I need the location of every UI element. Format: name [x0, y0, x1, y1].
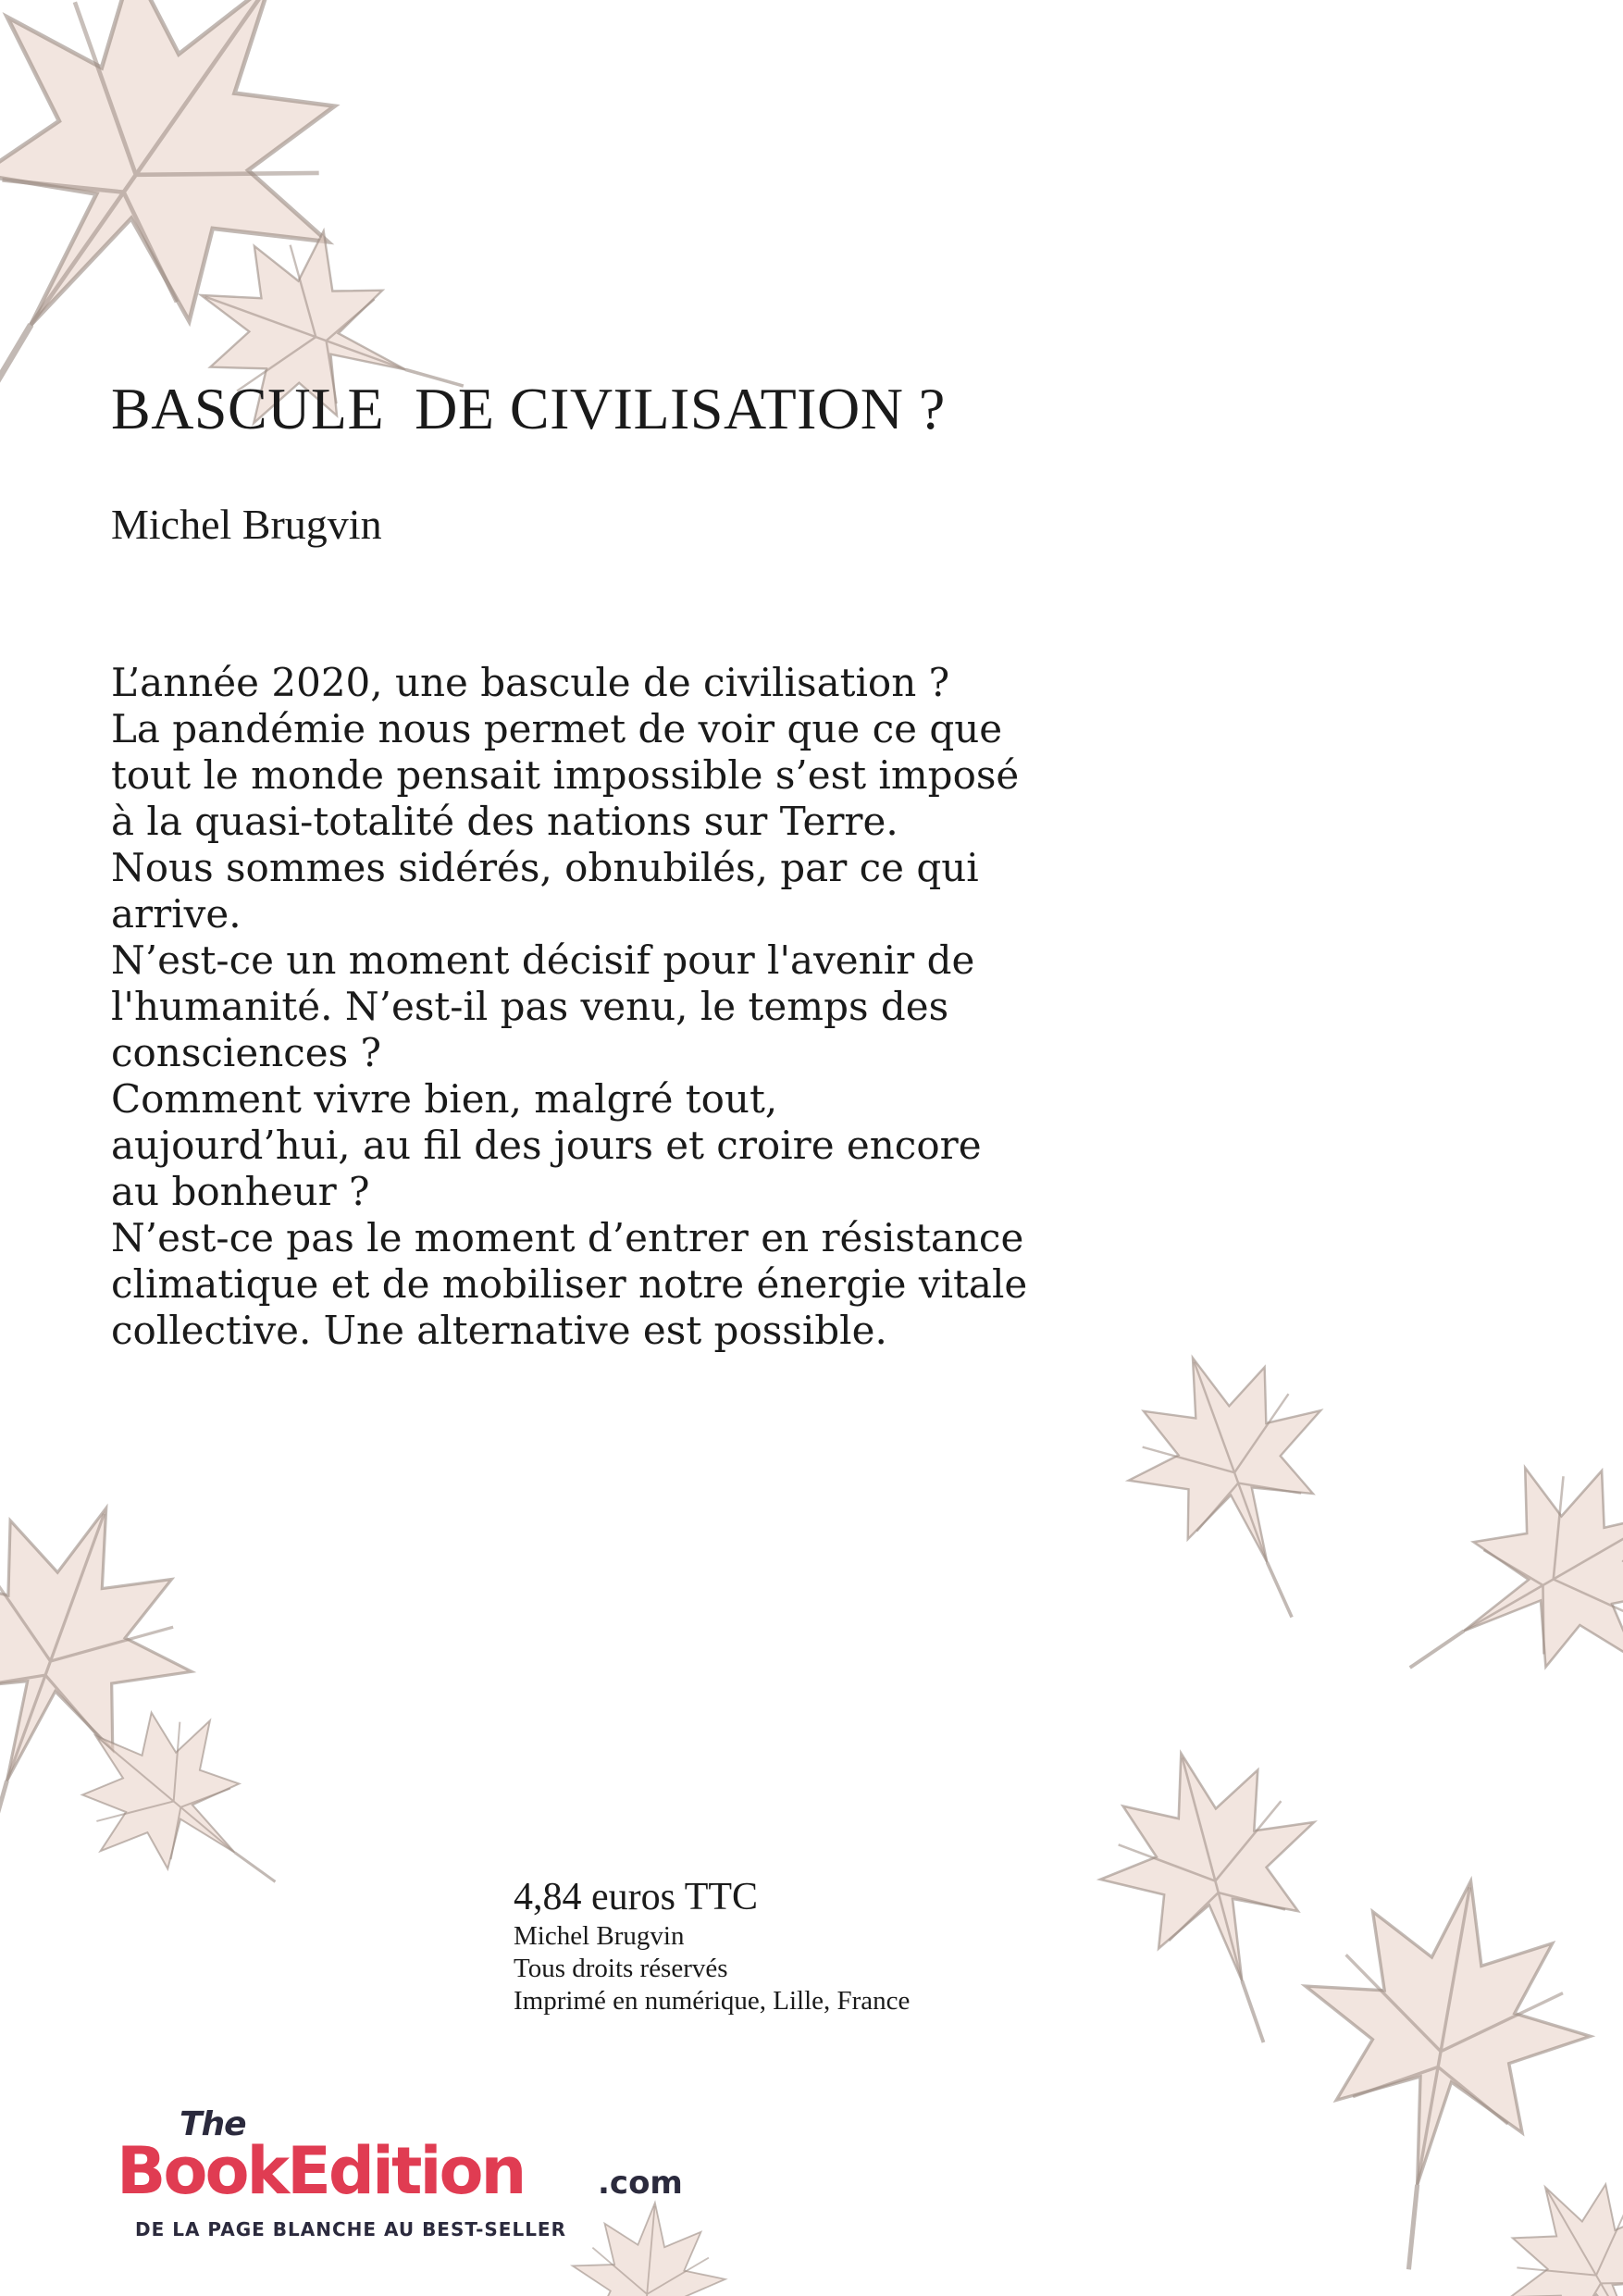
book-title: BASCULE DE CIVILISATION ? — [111, 376, 946, 441]
printing-notice: Imprimé en numérique, Lille, France — [514, 1986, 911, 2016]
publisher-logo — [117, 2105, 683, 2253]
leaf-bottom-right-corner — [1471, 2144, 1623, 2296]
blurb-line: Comment vivre bien, malgré tout, — [111, 1076, 778, 1122]
leaf-bottom-right — [1074, 1724, 1366, 2072]
blurb-line: au bonheur ? — [111, 1169, 370, 1214]
blurb-line: climatique et de mobiliser notre énergie vitale — [111, 1261, 1028, 1307]
blurb-line: aujourd’hui, au fil des jours et croire encore — [111, 1123, 982, 1168]
blurb-line: arrive. — [111, 891, 242, 937]
colophon-author: Michel Brugvin — [514, 1921, 685, 1951]
logo-domain: .com — [598, 2165, 683, 2202]
blurb-line: N’est-ce pas le moment d’entrer en résistance — [111, 1215, 1024, 1260]
blurb-line: l'humanité. N’est-il pas venu, le temps des — [111, 984, 949, 1029]
colophon — [514, 1874, 910, 2017]
blurb-line: à la quasi-totalité des nations sur Terre. — [111, 799, 898, 844]
blurb-line: consciences ? — [111, 1030, 382, 1075]
leaf-right-edge — [1352, 1417, 1623, 1759]
blurb-line: N’est-ce un moment décisif pour l'avenir de — [111, 937, 975, 983]
blurb-line: Nous sommes sidérés, obnubilés, par ce qui — [111, 845, 979, 890]
book-author: Michel Brugvin — [111, 501, 382, 548]
blurb-line: collective. Une alternative est possible. — [111, 1308, 887, 1353]
blurb-line: tout le monde pensait impossible s’est imposé — [111, 752, 1020, 798]
logo-the: The — [180, 2105, 246, 2143]
blurb-line: La pandémie nous permet de voir que ce que — [111, 706, 1003, 751]
rights-notice: Tous droits réservés — [514, 1954, 728, 1983]
leaf-right-middle — [1096, 1322, 1383, 1653]
blurb-line: L’année 2020, une bascule de civilisation ? — [111, 660, 950, 705]
leaf-top-left — [0, 0, 430, 531]
logo-name: BookEdition — [117, 2133, 525, 2209]
logo-tagline: DE LA PAGE BLANCHE AU BEST-SELLER — [135, 2218, 566, 2240]
price: 4,84 euros TTC — [514, 1876, 759, 1918]
back-cover-blurb — [111, 660, 1221, 1354]
